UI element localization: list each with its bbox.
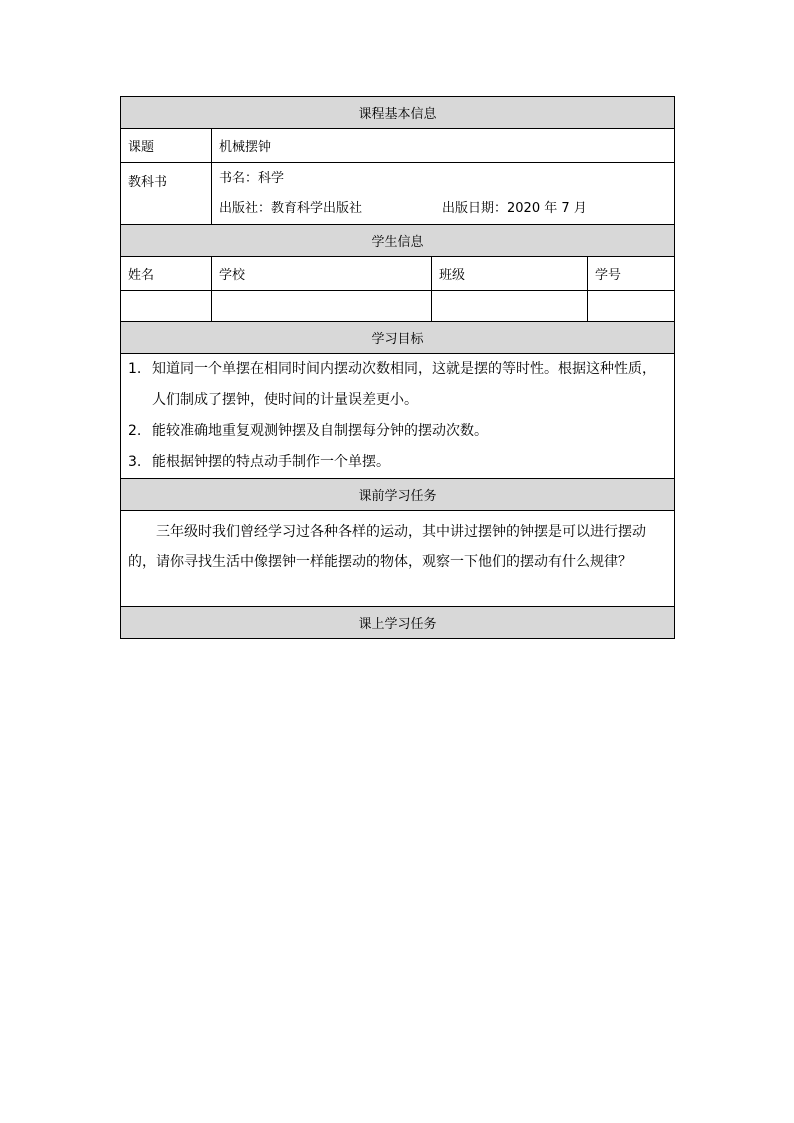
name-column-label: 姓名 bbox=[121, 257, 212, 291]
topic-label: 课题 bbox=[121, 129, 212, 163]
goal-text: 知道同一个单摆在相同时间内摆动次数相同，这就是摆的等时性。根据这种性质，人们制成了摆钟，使时间的计量误差更小。 bbox=[152, 361, 656, 408]
goal-number: 1. bbox=[128, 361, 142, 377]
student-info-header: 学生信息 bbox=[121, 225, 675, 257]
learning-goals-list bbox=[121, 354, 675, 479]
pre-class-task-text: 三年级时我们曾经学习过各种各样的运动，其中讲过摆钟的钟摆是可以进行摆动的，请你寻找生活中像摆钟一样能摆动的物体，观察一下他们的摆动有什么规律？ bbox=[121, 511, 675, 607]
publisher: 出版社：教育科学出版社 bbox=[219, 200, 363, 216]
class-column-label: 班级 bbox=[432, 257, 588, 291]
learning-goals-header: 学习目标 bbox=[121, 322, 675, 354]
student-id-column-label: 学号 bbox=[588, 257, 675, 291]
school-field[interactable] bbox=[212, 291, 432, 322]
in-class-task-header: 课上学习任务 bbox=[121, 607, 675, 639]
goal-item bbox=[128, 447, 667, 478]
book-name: 书名：科学 bbox=[219, 170, 285, 186]
goal-item bbox=[128, 416, 667, 447]
course-info-header: 课程基本信息 bbox=[121, 97, 675, 129]
textbook-label: 教科书 bbox=[121, 163, 212, 225]
textbook-details bbox=[212, 163, 675, 225]
class-field[interactable] bbox=[432, 291, 588, 322]
topic-value: 机械摆钟 bbox=[212, 129, 675, 163]
goal-number: 3. bbox=[128, 454, 142, 470]
publication-line bbox=[219, 194, 667, 224]
goal-text: 能较准确地重复观测钟摆及自制摆每分钟的摆动次数。 bbox=[152, 423, 488, 439]
goal-item bbox=[128, 354, 667, 416]
pre-class-task-header: 课前学习任务 bbox=[121, 479, 675, 511]
name-field[interactable] bbox=[121, 291, 212, 322]
school-column-label: 学校 bbox=[212, 257, 432, 291]
goal-text: 能根据钟摆的特点动手制作一个单摆。 bbox=[152, 454, 390, 470]
goal-number: 2. bbox=[128, 423, 142, 439]
student-id-field[interactable] bbox=[588, 291, 675, 322]
publication-date: 出版日期：2020 年 7 月 bbox=[442, 200, 587, 216]
course-info-table bbox=[120, 96, 675, 639]
